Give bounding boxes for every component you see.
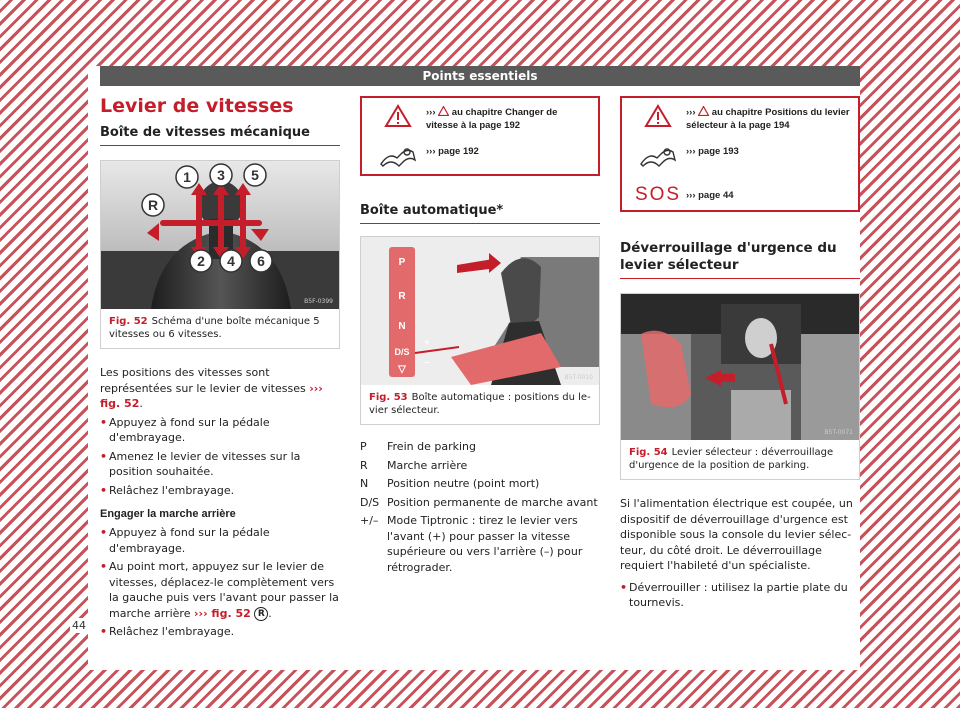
definition-term: +/– bbox=[360, 514, 379, 527]
definition-desc: Position neutre (point mort) bbox=[387, 477, 540, 490]
column-automatic bbox=[360, 96, 600, 575]
sos-label: SOS bbox=[634, 184, 682, 205]
figure-caption-text: Boîte automatique : positions du levier sélecteur. bbox=[369, 392, 591, 416]
definition-desc: Mode Tiptronic : tirez le levier vers l'avant (+) pour passer la vitesse supérieure ou vers l'arrière (–) pour rétrograder. bbox=[387, 514, 583, 574]
gear-label-3: 3 bbox=[217, 167, 225, 183]
gear-shift-diagram bbox=[101, 161, 339, 309]
fig-52-link[interactable]: ››› fig. 52 bbox=[194, 606, 251, 620]
emergency-title: Déverrouillage d'urgence du levier sélecteur bbox=[620, 240, 860, 279]
gear-label-2: 2 bbox=[197, 253, 205, 269]
intro-text: Les positions des vitesses sont représentées sur le levier de vitesses bbox=[100, 366, 306, 395]
selector-label-triangle: ▽ bbox=[398, 364, 406, 375]
figure-caption-text: Schéma d'une boîte mécanique 5 vitesses ou 6 vitesses. bbox=[109, 316, 320, 340]
page-number: 44 bbox=[72, 619, 86, 632]
figure-number: Fig. 52 bbox=[109, 316, 148, 327]
figure-caption bbox=[101, 309, 339, 348]
gear-label-4: 4 bbox=[227, 253, 235, 269]
warning-triangle-icon bbox=[370, 104, 426, 128]
figure-caption bbox=[361, 385, 599, 424]
emergency-release-image bbox=[621, 294, 859, 440]
figure-number: Fig. 54 bbox=[629, 447, 668, 458]
list-item: • Relâchez l'embrayage. bbox=[100, 483, 340, 499]
definition-desc: Frein de parking bbox=[387, 440, 476, 453]
book-wrench-icon bbox=[370, 144, 426, 168]
warning-row bbox=[630, 104, 850, 140]
selector-label-minus: – bbox=[424, 357, 430, 367]
gear-label-6: 6 bbox=[257, 253, 265, 269]
gear-label-r: R bbox=[147, 197, 159, 213]
sos-row bbox=[630, 184, 850, 208]
selector-label-n: N bbox=[398, 321, 406, 332]
definition-row bbox=[360, 458, 600, 474]
definition-row bbox=[360, 513, 600, 575]
figure-code: B5F-0399 bbox=[304, 298, 333, 305]
selector-label-r: R bbox=[398, 291, 406, 302]
manual-shift-image bbox=[101, 161, 339, 309]
figure-52 bbox=[100, 160, 340, 349]
info-row bbox=[630, 144, 850, 180]
warning-text bbox=[686, 104, 850, 132]
emergency-steps-list bbox=[620, 580, 860, 611]
emergency-paragraph: Si l'alimentation électrique est coupée, un dispositif de déverrouillage d'urgence est disponible sous la console du levier sélecteur, du côté droit. Le déverrouillage requiert l'habileté d'un spécialiste. bbox=[620, 497, 853, 572]
small-warning-icon bbox=[698, 106, 709, 116]
definition-term: D/S bbox=[360, 495, 380, 509]
selector-label-ds: D/S bbox=[394, 347, 410, 357]
reverse-step-text: Au point mort, appuyez sur le levier de vitesses, déplacez-le complètement vers la gauche puis vers l'avant pour passer la marche arrière bbox=[109, 560, 339, 620]
warning-text bbox=[426, 104, 590, 132]
sos-icon bbox=[630, 184, 686, 206]
info-row bbox=[370, 144, 590, 180]
list-item: • Appuyez à fond sur la pédale d'embrayage. bbox=[100, 525, 340, 556]
column-manual-gearbox bbox=[100, 90, 340, 640]
definition-term: N bbox=[360, 477, 369, 490]
list-item bbox=[100, 559, 340, 621]
page-ref-text[interactable]: ››› page 192 bbox=[426, 146, 479, 157]
warning-box bbox=[620, 96, 860, 212]
reverse-heading: Engager la marche arrière bbox=[100, 508, 236, 520]
definition-term: P bbox=[360, 440, 367, 453]
gear-label-1: 1 bbox=[183, 169, 191, 185]
gear-label-5: 5 bbox=[251, 167, 259, 183]
small-warning-icon bbox=[438, 106, 449, 116]
figure-54 bbox=[620, 293, 860, 480]
book-wrench-icon bbox=[630, 144, 686, 168]
shift-steps-list bbox=[100, 415, 340, 499]
warning-ref-text[interactable]: au chapitre Positions du levier sélecteur à la page 194 bbox=[686, 107, 850, 131]
definition-row bbox=[360, 439, 600, 455]
list-item: • Relâchez l'embrayage. bbox=[100, 624, 340, 640]
definition-desc: Position permanente de marche avant bbox=[387, 495, 598, 509]
definition-row bbox=[360, 495, 600, 511]
header-title: Points essentiels bbox=[100, 66, 860, 86]
selector-label-plus: + bbox=[424, 337, 430, 347]
selector-label-p: P bbox=[398, 257, 406, 268]
page-ref-text[interactable]: ››› page 44 bbox=[686, 190, 734, 201]
selector-diagram bbox=[361, 237, 599, 385]
automatic-selector-image bbox=[361, 237, 599, 385]
list-item: • Déverrouiller : utilisez la partie plate du tournevis. bbox=[620, 580, 860, 611]
intro-paragraph bbox=[100, 365, 340, 412]
definition-row bbox=[360, 476, 600, 492]
definition-desc: Marche arrière bbox=[387, 458, 468, 472]
automatic-title: Boîte automatique* bbox=[360, 202, 600, 224]
subsection-title: Boîte de vitesses mécanique bbox=[100, 124, 340, 146]
fig-52-link[interactable]: ››› fig. 52 bbox=[100, 381, 323, 410]
warning-box bbox=[360, 96, 600, 176]
reverse-steps-list bbox=[100, 525, 340, 640]
figure-caption-text: Levier sélecteur : déverrouillage d'urgence de la position de parking. bbox=[629, 447, 834, 471]
list-item: • Appuyez à fond sur la pédale d'embrayage. bbox=[100, 415, 340, 446]
warning-triangle-icon bbox=[630, 104, 686, 128]
section-title: Levier de vitesses bbox=[100, 95, 294, 117]
arrows: ››› bbox=[686, 107, 696, 118]
column-emergency-release bbox=[620, 96, 860, 611]
figure-code: B5T-0071 bbox=[824, 429, 853, 436]
figure-code: B5T-0010 bbox=[564, 374, 593, 381]
figure-caption bbox=[621, 440, 859, 479]
page-ref-text[interactable]: ››› page 193 bbox=[686, 146, 739, 157]
warning-row bbox=[370, 104, 590, 140]
reverse-circle-badge: R bbox=[254, 607, 268, 621]
figure-number: Fig. 53 bbox=[369, 392, 408, 403]
intro-end: . bbox=[139, 397, 143, 410]
definition-term: R bbox=[360, 458, 368, 472]
figure-53 bbox=[360, 236, 600, 425]
position-definitions bbox=[360, 439, 600, 575]
reverse-step-end: . bbox=[268, 606, 272, 620]
list-item: • Amenez le levier de vitesses sur la position souhaitée. bbox=[100, 449, 340, 480]
emergency-release-diagram bbox=[621, 294, 859, 440]
arrows: ››› bbox=[426, 107, 436, 118]
warning-ref-text[interactable]: au chapitre Changer de vitesse à la page 192 bbox=[426, 107, 558, 131]
